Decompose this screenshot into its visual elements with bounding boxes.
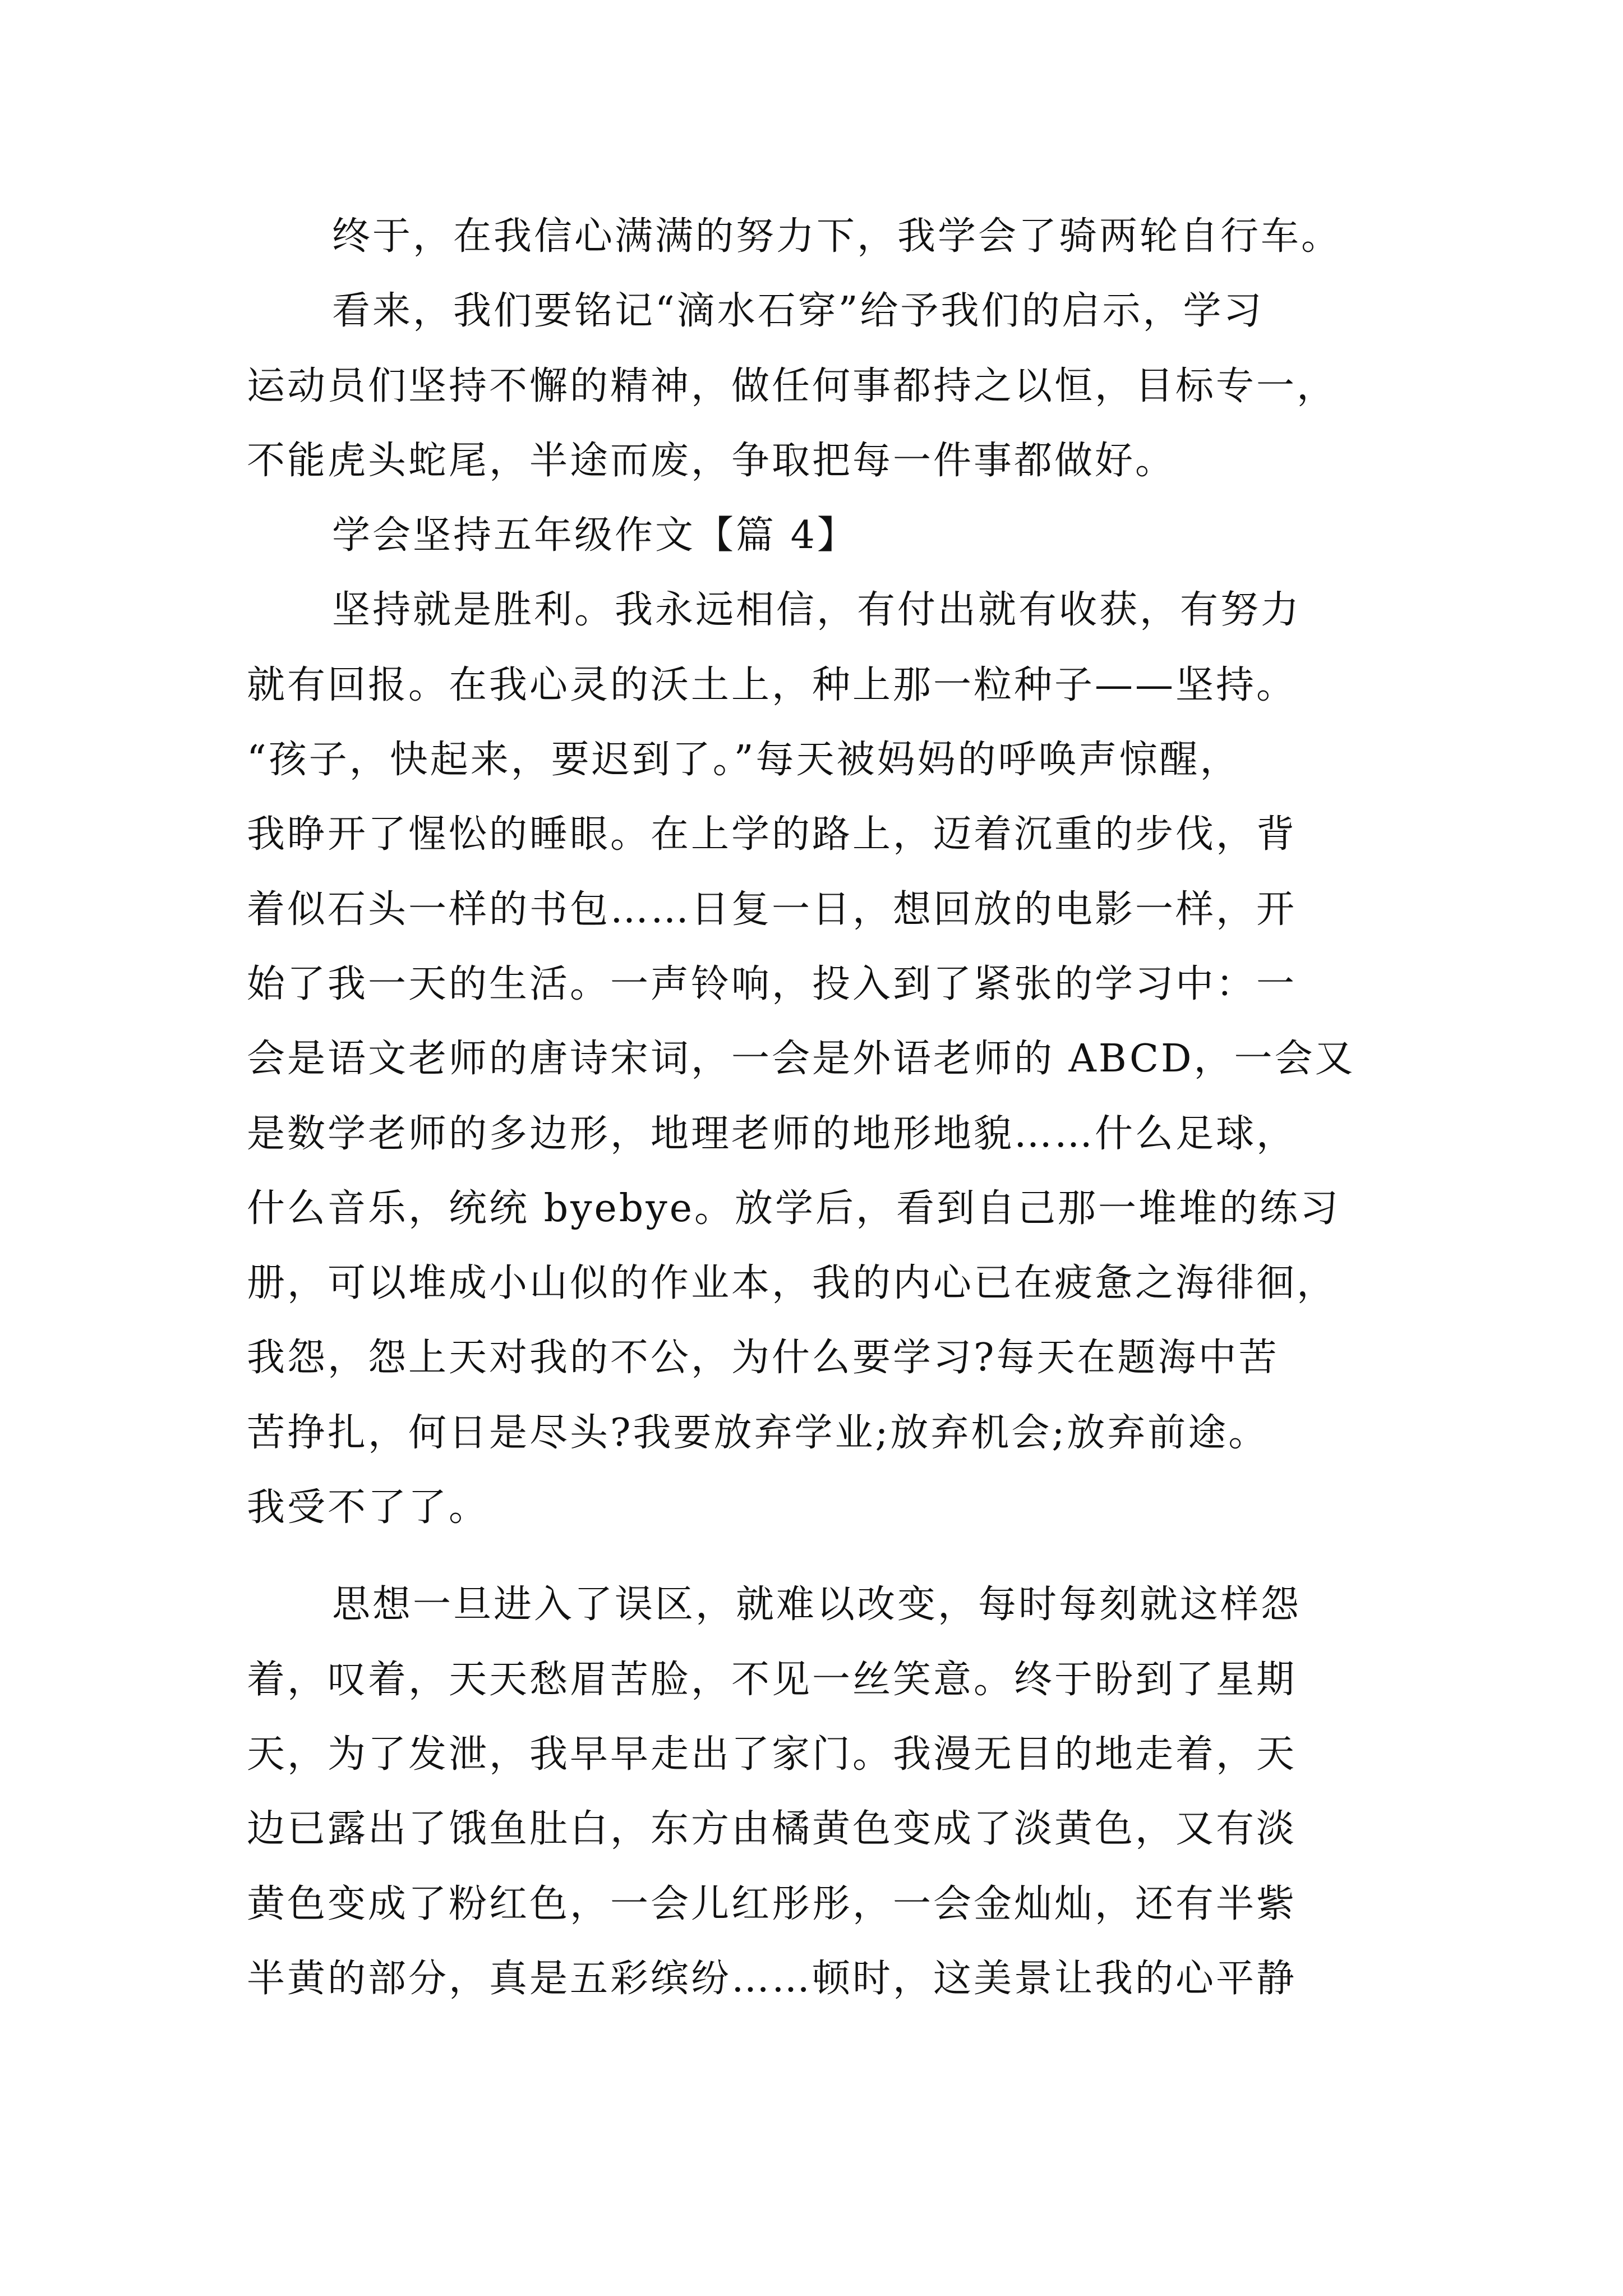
paragraph-line: 半黄的部分，真是五彩缤纷……顿时，这美景让我的心平静 — [247, 1956, 1297, 2001]
paragraph-line: 边已露出了饿鱼肚白，东方由橘黄色变成了淡黄色，又有淡 — [247, 1807, 1297, 1852]
paragraph-line: 我受不了了。 — [247, 1485, 490, 1530]
paragraph-line: 坚持就是胜利。我永远相信，有付出就有收获，有努力 — [332, 588, 1302, 633]
paragraph-line: 看来，我们要铭记“滴水石穿”给予我们的启示，学习 — [332, 289, 1264, 334]
paragraph-line: “孩子，快起来，要迟到了。”每天被妈妈的呼唤声惊醒， — [247, 738, 1241, 783]
paragraph-line: 运动员们坚持不懈的精神，做任何事都持之以恒，目标专一， — [247, 364, 1338, 408]
paragraph-line: 思想一旦进入了误区，就难以改变，每时每刻就这样怨 — [332, 1582, 1302, 1627]
paragraph-line: 我睁开了惺忪的睡眼。在上学的路上，迈着沉重的步伐，背 — [247, 812, 1297, 857]
paragraph-line: 是数学老师的多边形，地理老师的地形地貌……什么足球， — [247, 1111, 1297, 1156]
paragraph-gap — [247, 1545, 1391, 1567]
paragraph-line: 终于，在我信心满满的努力下，我学会了骑两轮自行车。 — [332, 214, 1342, 259]
paragraph-line: 什么音乐，统统 byebye。放学后，看到自己那一堆堆的练习 — [247, 1186, 1340, 1231]
paragraph-line: 天，为了发泄，我早早走出了家门。我漫无目的地走着，天 — [247, 1732, 1297, 1777]
paragraph-line: 册，可以堆成小山似的作业本，我的内心已在疲惫之海徘徊， — [247, 1261, 1338, 1306]
paragraph-line: 着，叹着，天天愁眉苦脸，不见一丝笑意。终于盼到了星期 — [247, 1657, 1297, 1702]
section-heading: 学会坚持五年级作文【篇 4】 — [332, 513, 857, 558]
paragraph-line: 就有回报。在我心灵的沃土上，种上那一粒种子——坚持。 — [247, 662, 1297, 707]
paragraph-line: 不能虎头蛇尾，半途而废，争取把每一件事都做好。 — [247, 438, 1176, 483]
paragraph-line: 始了我一天的生活。一声铃响，投入到了紧张的学习中：一 — [247, 961, 1297, 1006]
paragraph-line: 会是语文老师的唐诗宋词，一会是外语老师的 ABCD，一会又 — [247, 1037, 1355, 1082]
essay-body — [247, 199, 1391, 2016]
paragraph-line: 我怨，怨上天对我的不公，为什么要学习?每天在题海中苦 — [247, 1336, 1279, 1381]
paragraph-line: 着似石头一样的书包……日复一日，想回放的电影一样，开 — [247, 887, 1297, 932]
paragraph-line: 黄色变成了粉红色，一会儿红彤彤，一会金灿灿，还有半紫 — [247, 1881, 1297, 1926]
paragraph-line: 苦挣扎，何日是尽头?我要放弃学业;放弃机会;放弃前途。 — [247, 1410, 1269, 1455]
